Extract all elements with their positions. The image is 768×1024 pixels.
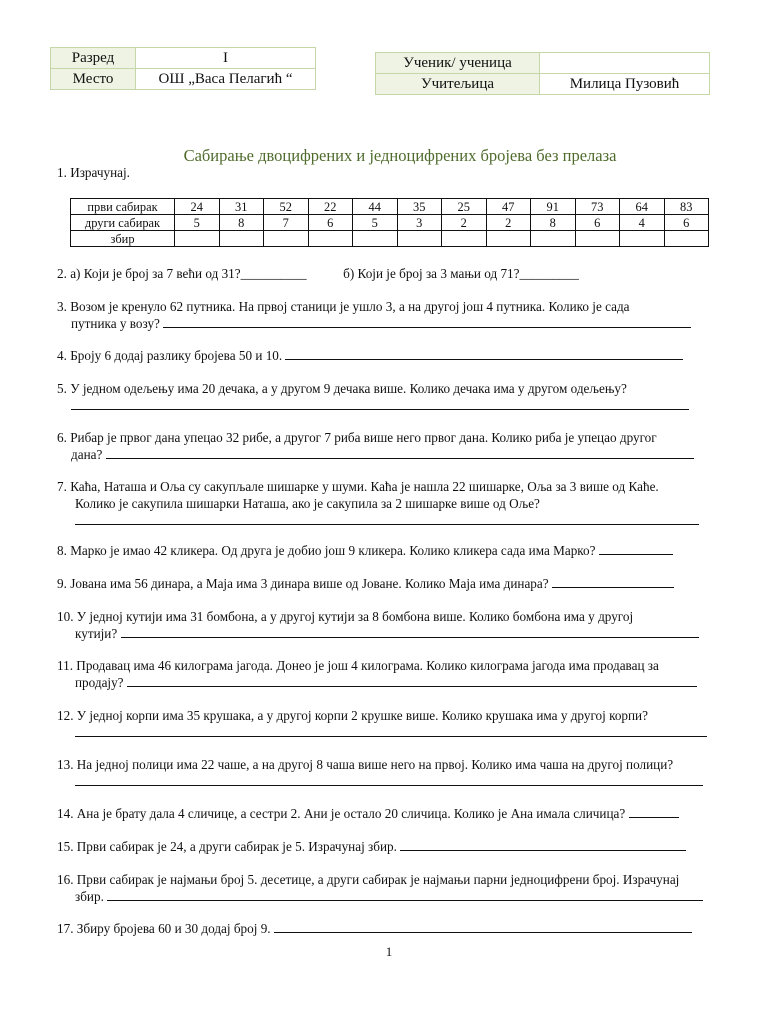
table-cell: 5	[175, 215, 220, 231]
answer-blank[interactable]	[71, 397, 689, 410]
question-13	[57, 756, 703, 790]
sum-answer-cell[interactable]	[442, 231, 487, 247]
header-info-table-right	[375, 52, 710, 95]
question-10-line2: кутији?	[75, 626, 118, 641]
answer-blank[interactable]	[121, 625, 699, 638]
sum-answer-cell[interactable]	[175, 231, 220, 247]
question-11	[57, 657, 697, 691]
table-row-first-addend	[71, 199, 709, 215]
sum-answer-cell[interactable]	[397, 231, 442, 247]
answer-blank[interactable]	[127, 674, 697, 687]
answer-blank[interactable]	[106, 446, 694, 459]
table-cell: 3	[397, 215, 442, 231]
table-cell: 5	[353, 215, 398, 231]
table-cell: 6	[664, 215, 709, 231]
question-13-line1: 13. На једној полици има 22 чаше, а на другој 8 чаша више него на првој. Колико има чаша на другој полици?	[57, 757, 674, 772]
page-number: 1	[385, 944, 393, 959]
sum-answer-cell[interactable]	[620, 231, 665, 247]
question-11-line2: продају?	[75, 675, 124, 690]
table-cell: 4	[620, 215, 665, 231]
answer-blank[interactable]	[163, 315, 691, 328]
worksheet-title: Сабирање двоцифрених и једноцифрених бројева без прелаза	[183, 146, 617, 165]
table-row-second-addend	[71, 215, 709, 231]
addition-table	[70, 198, 709, 247]
sum-answer-cell[interactable]	[219, 231, 264, 247]
table-cell: 83	[664, 199, 709, 215]
table-cell: 73	[575, 199, 620, 215]
sum-answer-cell[interactable]	[264, 231, 309, 247]
question-16-line1: 16. Први сабирак је најмањи број 5. десетице, а други сабирак је најмањи парни једноцифрени број. Израчунај	[57, 872, 680, 887]
question-10	[57, 608, 699, 642]
question-1-text: 1. Израчунај.	[57, 165, 130, 180]
question-14	[57, 805, 679, 822]
answer-blank[interactable]	[285, 347, 683, 360]
question-8-line1: 8. Марко је имао 42 кликера. Од друга је добио још 9 кликера. Колико кликера сада има Марко?	[57, 543, 596, 558]
table-row-sum	[71, 231, 709, 247]
table-cell: 8	[531, 215, 576, 231]
table-cell: 6	[575, 215, 620, 231]
answer-blank[interactable]	[599, 542, 673, 555]
sum-answer-cell[interactable]	[664, 231, 709, 247]
sum-answer-cell[interactable]	[575, 231, 620, 247]
question-7	[57, 478, 699, 529]
question-6-line1: 6. Рибар је првог дана упецао 32 рибе, а другог 7 риба више него првог дана. Колико риба је упецао другог	[57, 430, 657, 445]
question-4	[57, 347, 683, 364]
table-cell: 47	[486, 199, 531, 215]
question-15-line1: 15. Први сабирак је 24, а други сабирак је 5. Израчунај збир.	[57, 839, 397, 854]
answer-blank[interactable]	[75, 773, 703, 786]
question-9-line1: 9. Јована има 56 динара, а Маја има 3 динара више од Јоване. Колико Маја има динара?	[57, 576, 549, 591]
table-cell: 24	[175, 199, 220, 215]
grade-label: Разред	[51, 48, 136, 69]
question-3-line2: путника у возу?	[71, 316, 160, 331]
teacher-label: Учитељица	[376, 74, 540, 95]
question-12	[57, 707, 707, 741]
answer-blank[interactable]	[107, 888, 703, 901]
question-3	[57, 298, 691, 332]
row-label-first-addend: први сабирак	[71, 199, 175, 215]
grade-value: I	[136, 48, 316, 69]
question-11-line1: 11. Продавац има 46 килограма јагода. Донео је још 4 килограма. Колико килограма јагода има продавац за	[57, 658, 659, 673]
question-17-line1: 17. Збиру бројева 60 и 30 додај број 9.	[57, 921, 271, 936]
table-cell: 35	[397, 199, 442, 215]
table-cell: 31	[219, 199, 264, 215]
table-cell: 2	[486, 215, 531, 231]
question-2b-text: б) Који је број за 3 мањи од 71?_________	[343, 266, 579, 281]
row-label-second-addend: други сабирак	[71, 215, 175, 231]
table-cell: 7	[264, 215, 309, 231]
answer-blank[interactable]	[75, 512, 699, 525]
question-16	[57, 871, 703, 905]
table-cell: 6	[308, 215, 353, 231]
table-cell: 22	[308, 199, 353, 215]
sum-answer-cell[interactable]	[308, 231, 353, 247]
question-7-line2: Колико је сакупила шишарки Наташа, ако је сакупила за 2 шишарке више од Оље?	[75, 496, 540, 511]
answer-blank[interactable]	[75, 724, 707, 737]
question-6	[57, 429, 694, 463]
sum-answer-cell[interactable]	[353, 231, 398, 247]
teacher-value: Милица Пузовић	[540, 74, 710, 95]
question-4-line1: 4. Броју 6 додај разлику бројева 50 и 10.	[57, 348, 283, 363]
question-15	[57, 838, 686, 855]
question-16-line2: збир.	[75, 889, 104, 904]
school-label: Место	[51, 69, 136, 90]
student-label: Ученик/ ученица	[376, 53, 540, 74]
table-cell: 64	[620, 199, 665, 215]
question-17	[57, 920, 692, 937]
answer-blank[interactable]	[400, 838, 686, 851]
table-cell: 2	[442, 215, 487, 231]
question-6-line2: дана?	[71, 447, 103, 462]
question-3-line1: 3. Возом је кренуло 62 путника. На првој станици је ушло 3, а на другој још 4 путника. Колико је сада	[57, 299, 630, 314]
row-label-sum: збир	[71, 231, 175, 247]
question-12-line1: 12. У једној корпи има 35 крушака, а у другој корпи 2 крушке више. Колико крушака има у другој корпи?	[57, 708, 648, 723]
question-7-line1: 7. Каћа, Наташа и Оља су сакупљале шишарке у шуми. Каћа је нашла 22 шишарке, Оља за 3 више од Каће.	[57, 479, 659, 494]
question-5	[57, 380, 689, 414]
question-1	[57, 164, 130, 181]
table-cell: 52	[264, 199, 309, 215]
table-cell: 25	[442, 199, 487, 215]
question-5-line1: 5. У једном одељењу има 20 дечака, а у другом 9 дечака више. Колико дечака има у другом одељењу?	[57, 381, 627, 396]
header-info-table-left	[50, 47, 316, 90]
question-10-line1: 10. У једној кутији има 31 бомбона, а у другој кутији за 8 бомбона више. Колико бомбона има у другој	[57, 609, 634, 624]
question-14-line1: 14. Ана је брату дала 4 сличице, а сестри 2. Ани је остало 20 сличица. Колико је Ана имала сличица?	[57, 806, 626, 821]
question-2a-text: 2. а) Који је број за 7 већи од 31?__________	[57, 266, 307, 281]
table-cell: 8	[219, 215, 264, 231]
question-8	[57, 542, 673, 559]
table-cell: 91	[531, 199, 576, 215]
student-value[interactable]	[540, 53, 710, 74]
answer-blank[interactable]	[552, 575, 674, 588]
sum-answer-cell[interactable]	[486, 231, 531, 247]
question-9	[57, 575, 674, 592]
question-2	[57, 265, 579, 282]
sum-answer-cell[interactable]	[531, 231, 576, 247]
table-cell: 44	[353, 199, 398, 215]
answer-blank[interactable]	[274, 920, 692, 933]
answer-blank[interactable]	[629, 805, 679, 818]
school-value: ОШ „Васа Пелагић “	[136, 69, 316, 90]
